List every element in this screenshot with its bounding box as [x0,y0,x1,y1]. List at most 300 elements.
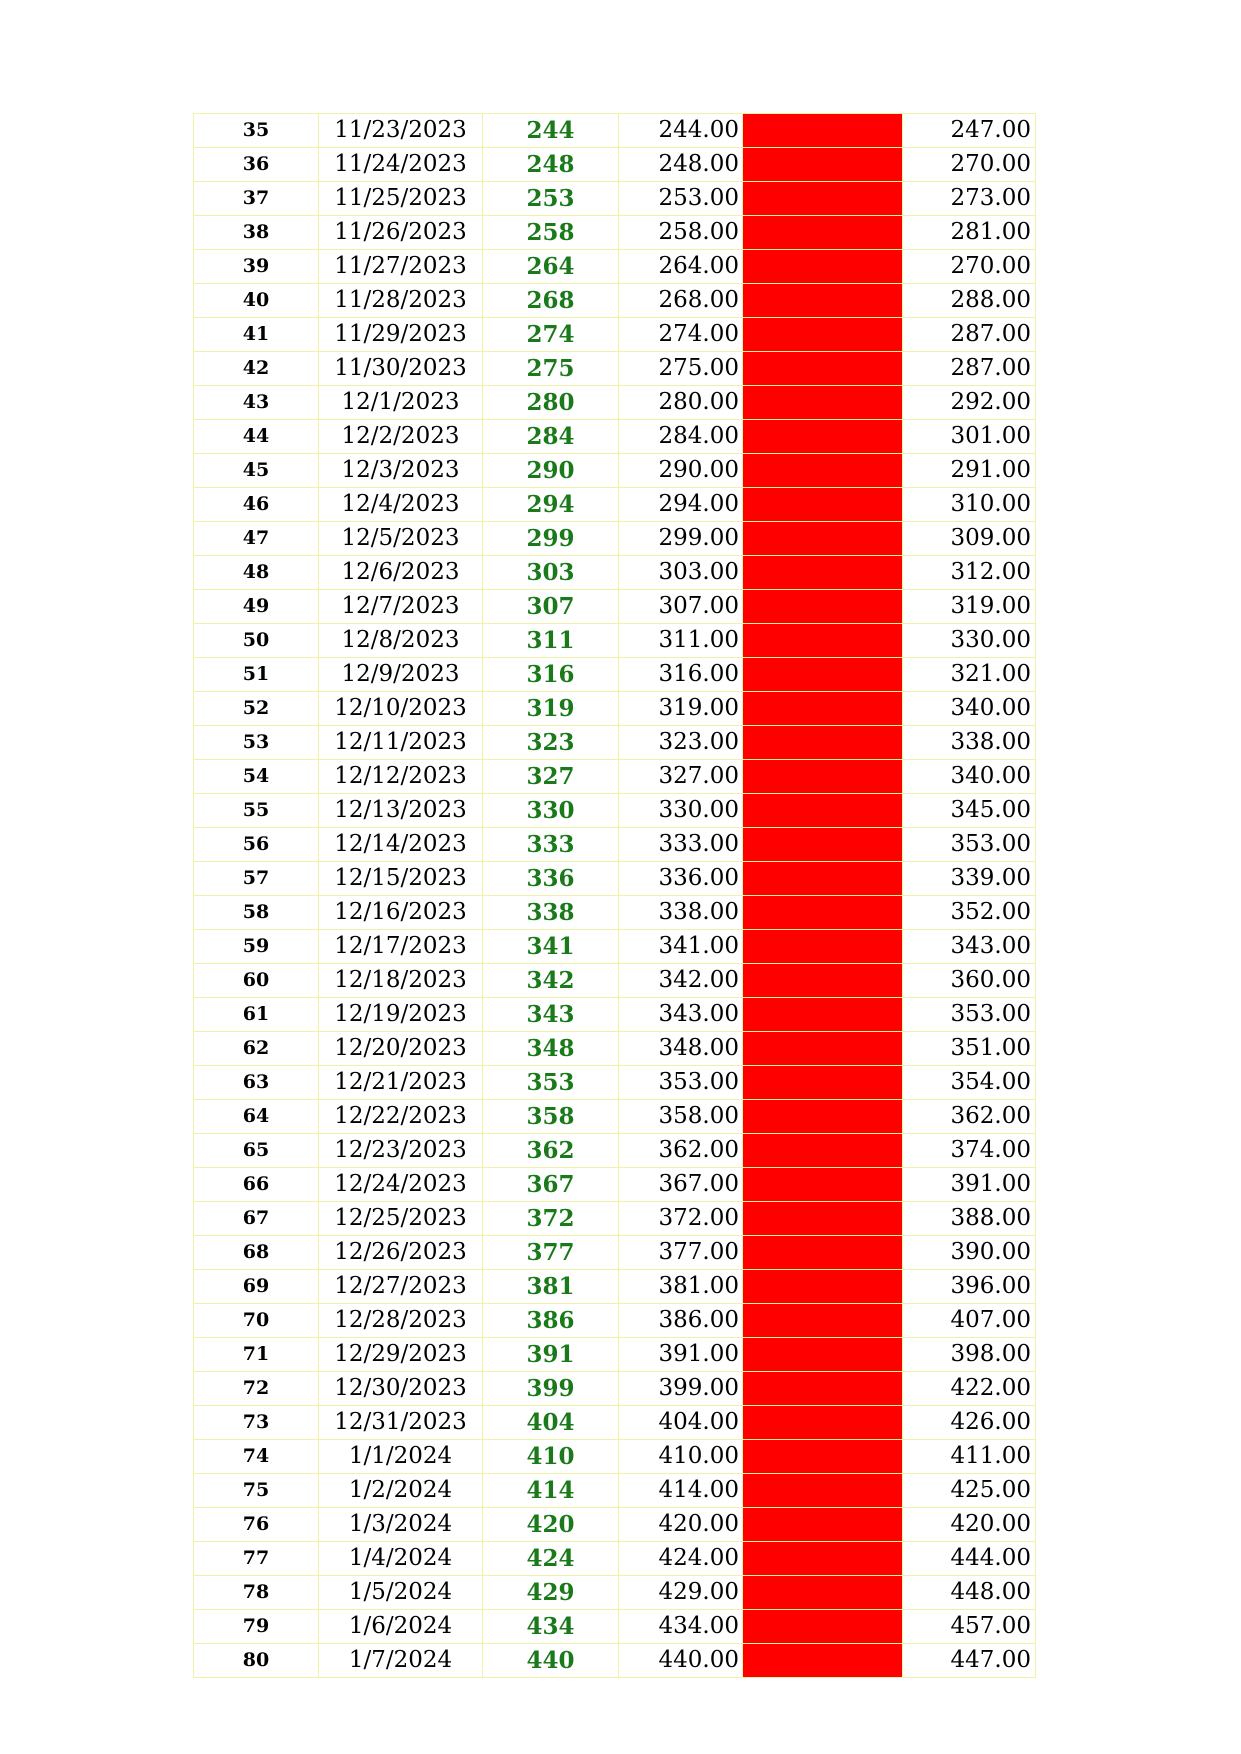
second-value-cell: 391.00 [903,1168,1036,1202]
row-number-cell: 43 [194,386,319,420]
row-number-cell: 63 [194,1066,319,1100]
red-flag-cell [743,692,903,726]
second-value-cell: 247.00 [903,114,1036,148]
second-value-cell: 352.00 [903,896,1036,930]
row-number-cell: 49 [194,590,319,624]
table-row [194,420,1036,454]
table-row [194,862,1036,896]
count-cell: 424 [483,1542,619,1576]
row-number-cell: 68 [194,1236,319,1270]
date-cell: 12/31/2023 [319,1406,483,1440]
value-cell: 275.00 [619,352,743,386]
red-flag-cell [743,726,903,760]
value-cell: 342.00 [619,964,743,998]
red-flag-cell [743,556,903,590]
date-cell: 1/2/2024 [319,1474,483,1508]
row-number-cell: 38 [194,216,319,250]
value-cell: 372.00 [619,1202,743,1236]
date-cell: 11/26/2023 [319,216,483,250]
row-number-cell: 35 [194,114,319,148]
red-flag-cell [743,454,903,488]
date-cell: 12/15/2023 [319,862,483,896]
second-value-cell: 287.00 [903,352,1036,386]
red-flag-cell [743,250,903,284]
row-number-cell: 60 [194,964,319,998]
count-cell: 420 [483,1508,619,1542]
value-cell: 294.00 [619,488,743,522]
value-cell: 253.00 [619,182,743,216]
table-row [194,658,1036,692]
row-number-cell: 77 [194,1542,319,1576]
count-cell: 410 [483,1440,619,1474]
row-number-cell: 56 [194,828,319,862]
row-number-cell: 65 [194,1134,319,1168]
second-value-cell: 319.00 [903,590,1036,624]
second-value-cell: 312.00 [903,556,1036,590]
row-number-cell: 64 [194,1100,319,1134]
count-cell: 348 [483,1032,619,1066]
table-row [194,1066,1036,1100]
red-flag-cell [743,1338,903,1372]
red-flag-cell [743,1440,903,1474]
value-cell: 268.00 [619,284,743,318]
date-cell: 12/7/2023 [319,590,483,624]
value-cell: 399.00 [619,1372,743,1406]
count-cell: 333 [483,828,619,862]
date-cell: 12/13/2023 [319,794,483,828]
second-value-cell: 351.00 [903,1032,1036,1066]
red-flag-cell [743,1406,903,1440]
value-cell: 307.00 [619,590,743,624]
date-cell: 11/24/2023 [319,148,483,182]
row-number-cell: 47 [194,522,319,556]
table-row [194,318,1036,352]
table-row [194,1236,1036,1270]
red-flag-cell [743,624,903,658]
second-value-cell: 396.00 [903,1270,1036,1304]
red-flag-cell [743,420,903,454]
value-cell: 299.00 [619,522,743,556]
table-row [194,1372,1036,1406]
value-cell: 414.00 [619,1474,743,1508]
table-row [194,998,1036,1032]
red-flag-cell [743,930,903,964]
second-value-cell: 340.00 [903,692,1036,726]
table-row [194,1406,1036,1440]
red-flag-cell [743,114,903,148]
second-value-cell: 354.00 [903,1066,1036,1100]
row-number-cell: 72 [194,1372,319,1406]
value-cell: 258.00 [619,216,743,250]
date-cell: 12/4/2023 [319,488,483,522]
count-cell: 275 [483,352,619,386]
table-row [194,1032,1036,1066]
count-cell: 303 [483,556,619,590]
count-cell: 338 [483,896,619,930]
table-row [194,250,1036,284]
red-flag-cell [743,148,903,182]
value-cell: 336.00 [619,862,743,896]
second-value-cell: 420.00 [903,1508,1036,1542]
count-cell: 372 [483,1202,619,1236]
red-flag-cell [743,794,903,828]
date-cell: 12/10/2023 [319,692,483,726]
second-value-cell: 353.00 [903,998,1036,1032]
row-number-cell: 71 [194,1338,319,1372]
count-cell: 284 [483,420,619,454]
second-value-cell: 288.00 [903,284,1036,318]
value-cell: 274.00 [619,318,743,352]
count-cell: 343 [483,998,619,1032]
table-row [194,352,1036,386]
second-value-cell: 374.00 [903,1134,1036,1168]
date-cell: 12/22/2023 [319,1100,483,1134]
row-number-cell: 70 [194,1304,319,1338]
count-cell: 268 [483,284,619,318]
second-value-cell: 360.00 [903,964,1036,998]
table-row [194,964,1036,998]
value-cell: 319.00 [619,692,743,726]
table-row [194,556,1036,590]
value-cell: 341.00 [619,930,743,964]
second-value-cell: 321.00 [903,658,1036,692]
row-number-cell: 48 [194,556,319,590]
second-value-cell: 343.00 [903,930,1036,964]
count-cell: 258 [483,216,619,250]
table-row [194,1134,1036,1168]
date-cell: 1/3/2024 [319,1508,483,1542]
value-cell: 386.00 [619,1304,743,1338]
count-cell: 386 [483,1304,619,1338]
date-cell: 11/30/2023 [319,352,483,386]
red-flag-cell [743,828,903,862]
count-cell: 294 [483,488,619,522]
date-cell: 12/6/2023 [319,556,483,590]
value-cell: 338.00 [619,896,743,930]
red-flag-cell [743,216,903,250]
row-number-cell: 75 [194,1474,319,1508]
row-number-cell: 66 [194,1168,319,1202]
date-cell: 11/25/2023 [319,182,483,216]
value-cell: 303.00 [619,556,743,590]
red-flag-cell [743,1032,903,1066]
count-cell: 307 [483,590,619,624]
count-cell: 353 [483,1066,619,1100]
count-cell: 327 [483,760,619,794]
red-flag-cell [743,1644,903,1678]
row-number-cell: 40 [194,284,319,318]
date-cell: 1/4/2024 [319,1542,483,1576]
table-row [194,148,1036,182]
row-number-cell: 78 [194,1576,319,1610]
table-row [194,794,1036,828]
date-cell: 12/17/2023 [319,930,483,964]
second-value-cell: 330.00 [903,624,1036,658]
red-flag-cell [743,1304,903,1338]
data-table [193,113,1036,1678]
second-value-cell: 281.00 [903,216,1036,250]
count-cell: 299 [483,522,619,556]
second-value-cell: 448.00 [903,1576,1036,1610]
value-cell: 440.00 [619,1644,743,1678]
count-cell: 253 [483,182,619,216]
date-cell: 12/30/2023 [319,1372,483,1406]
table-row [194,1202,1036,1236]
value-cell: 424.00 [619,1542,743,1576]
table-row [194,1576,1036,1610]
second-value-cell: 398.00 [903,1338,1036,1372]
row-number-cell: 73 [194,1406,319,1440]
red-flag-cell [743,386,903,420]
date-cell: 1/7/2024 [319,1644,483,1678]
red-flag-cell [743,1542,903,1576]
red-flag-cell [743,862,903,896]
row-number-cell: 42 [194,352,319,386]
row-number-cell: 39 [194,250,319,284]
row-number-cell: 80 [194,1644,319,1678]
date-cell: 12/1/2023 [319,386,483,420]
date-cell: 12/29/2023 [319,1338,483,1372]
red-flag-cell [743,1270,903,1304]
second-value-cell: 388.00 [903,1202,1036,1236]
red-flag-cell [743,318,903,352]
date-cell: 12/11/2023 [319,726,483,760]
row-number-cell: 37 [194,182,319,216]
second-value-cell: 287.00 [903,318,1036,352]
row-number-cell: 62 [194,1032,319,1066]
red-flag-cell [743,1474,903,1508]
red-flag-cell [743,1508,903,1542]
row-number-cell: 36 [194,148,319,182]
row-number-cell: 41 [194,318,319,352]
value-cell: 358.00 [619,1100,743,1134]
table-row [194,1542,1036,1576]
value-cell: 420.00 [619,1508,743,1542]
row-number-cell: 44 [194,420,319,454]
second-value-cell: 447.00 [903,1644,1036,1678]
date-cell: 12/26/2023 [319,1236,483,1270]
value-cell: 410.00 [619,1440,743,1474]
table-row [194,896,1036,930]
value-cell: 434.00 [619,1610,743,1644]
red-flag-cell [743,658,903,692]
value-cell: 391.00 [619,1338,743,1372]
row-number-cell: 52 [194,692,319,726]
value-cell: 404.00 [619,1406,743,1440]
date-cell: 12/25/2023 [319,1202,483,1236]
date-cell: 12/19/2023 [319,998,483,1032]
second-value-cell: 425.00 [903,1474,1036,1508]
date-cell: 11/27/2023 [319,250,483,284]
red-flag-cell [743,1610,903,1644]
table-row [194,726,1036,760]
red-flag-cell [743,522,903,556]
value-cell: 343.00 [619,998,743,1032]
row-number-cell: 57 [194,862,319,896]
count-cell: 440 [483,1644,619,1678]
second-value-cell: 339.00 [903,862,1036,896]
date-cell: 12/18/2023 [319,964,483,998]
second-value-cell: 407.00 [903,1304,1036,1338]
value-cell: 290.00 [619,454,743,488]
count-cell: 244 [483,114,619,148]
count-cell: 429 [483,1576,619,1610]
date-cell: 12/27/2023 [319,1270,483,1304]
second-value-cell: 338.00 [903,726,1036,760]
table-row [194,930,1036,964]
row-number-cell: 67 [194,1202,319,1236]
value-cell: 330.00 [619,794,743,828]
value-cell: 327.00 [619,760,743,794]
row-number-cell: 61 [194,998,319,1032]
table-row [194,624,1036,658]
value-cell: 311.00 [619,624,743,658]
second-value-cell: 310.00 [903,488,1036,522]
second-value-cell: 390.00 [903,1236,1036,1270]
count-cell: 319 [483,692,619,726]
value-cell: 377.00 [619,1236,743,1270]
date-cell: 12/24/2023 [319,1168,483,1202]
date-cell: 11/29/2023 [319,318,483,352]
date-cell: 12/3/2023 [319,454,483,488]
table-row [194,1270,1036,1304]
red-flag-cell [743,1236,903,1270]
table-row [194,488,1036,522]
row-number-cell: 50 [194,624,319,658]
date-cell: 1/5/2024 [319,1576,483,1610]
second-value-cell: 353.00 [903,828,1036,862]
row-number-cell: 59 [194,930,319,964]
count-cell: 341 [483,930,619,964]
table-row [194,1304,1036,1338]
second-value-cell: 273.00 [903,182,1036,216]
value-cell: 244.00 [619,114,743,148]
row-number-cell: 53 [194,726,319,760]
date-cell: 12/5/2023 [319,522,483,556]
date-cell: 12/21/2023 [319,1066,483,1100]
red-flag-cell [743,488,903,522]
count-cell: 414 [483,1474,619,1508]
date-cell: 12/2/2023 [319,420,483,454]
table-body [194,114,1036,1678]
count-cell: 434 [483,1610,619,1644]
second-value-cell: 270.00 [903,148,1036,182]
red-flag-cell [743,1134,903,1168]
second-value-cell: 345.00 [903,794,1036,828]
table-row [194,760,1036,794]
row-number-cell: 69 [194,1270,319,1304]
count-cell: 274 [483,318,619,352]
count-cell: 248 [483,148,619,182]
row-number-cell: 58 [194,896,319,930]
value-cell: 284.00 [619,420,743,454]
count-cell: 264 [483,250,619,284]
value-cell: 248.00 [619,148,743,182]
value-cell: 381.00 [619,1270,743,1304]
count-cell: 330 [483,794,619,828]
table-row [194,1474,1036,1508]
count-cell: 358 [483,1100,619,1134]
table-row [194,386,1036,420]
table-row [194,1508,1036,1542]
table-row [194,1338,1036,1372]
second-value-cell: 291.00 [903,454,1036,488]
date-cell: 1/1/2024 [319,1440,483,1474]
row-number-cell: 76 [194,1508,319,1542]
table-row [194,1168,1036,1202]
table-row [194,1100,1036,1134]
count-cell: 367 [483,1168,619,1202]
count-cell: 362 [483,1134,619,1168]
date-cell: 12/9/2023 [319,658,483,692]
table-row [194,590,1036,624]
value-cell: 353.00 [619,1066,743,1100]
count-cell: 280 [483,386,619,420]
table-row [194,522,1036,556]
table-row [194,692,1036,726]
table-row [194,284,1036,318]
table-row [194,1610,1036,1644]
count-cell: 323 [483,726,619,760]
count-cell: 316 [483,658,619,692]
second-value-cell: 444.00 [903,1542,1036,1576]
value-cell: 316.00 [619,658,743,692]
date-cell: 12/28/2023 [319,1304,483,1338]
red-flag-cell [743,760,903,794]
second-value-cell: 309.00 [903,522,1036,556]
row-number-cell: 45 [194,454,319,488]
value-cell: 264.00 [619,250,743,284]
second-value-cell: 426.00 [903,1406,1036,1440]
count-cell: 399 [483,1372,619,1406]
value-cell: 323.00 [619,726,743,760]
red-flag-cell [743,1066,903,1100]
row-number-cell: 46 [194,488,319,522]
value-cell: 429.00 [619,1576,743,1610]
red-flag-cell [743,590,903,624]
second-value-cell: 362.00 [903,1100,1036,1134]
value-cell: 333.00 [619,828,743,862]
second-value-cell: 411.00 [903,1440,1036,1474]
date-cell: 12/8/2023 [319,624,483,658]
second-value-cell: 457.00 [903,1610,1036,1644]
table-row [194,828,1036,862]
table-row [194,216,1036,250]
date-cell: 12/12/2023 [319,760,483,794]
row-number-cell: 74 [194,1440,319,1474]
date-cell: 12/23/2023 [319,1134,483,1168]
red-flag-cell [743,964,903,998]
table-row [194,454,1036,488]
red-flag-cell [743,1100,903,1134]
table-row [194,114,1036,148]
table-row [194,1440,1036,1474]
red-flag-cell [743,352,903,386]
date-cell: 11/28/2023 [319,284,483,318]
red-flag-cell [743,182,903,216]
second-value-cell: 340.00 [903,760,1036,794]
date-cell: 1/6/2024 [319,1610,483,1644]
value-cell: 348.00 [619,1032,743,1066]
count-cell: 290 [483,454,619,488]
red-flag-cell [743,1202,903,1236]
count-cell: 391 [483,1338,619,1372]
date-cell: 12/14/2023 [319,828,483,862]
row-number-cell: 79 [194,1610,319,1644]
value-cell: 367.00 [619,1168,743,1202]
row-number-cell: 55 [194,794,319,828]
date-cell: 12/16/2023 [319,896,483,930]
